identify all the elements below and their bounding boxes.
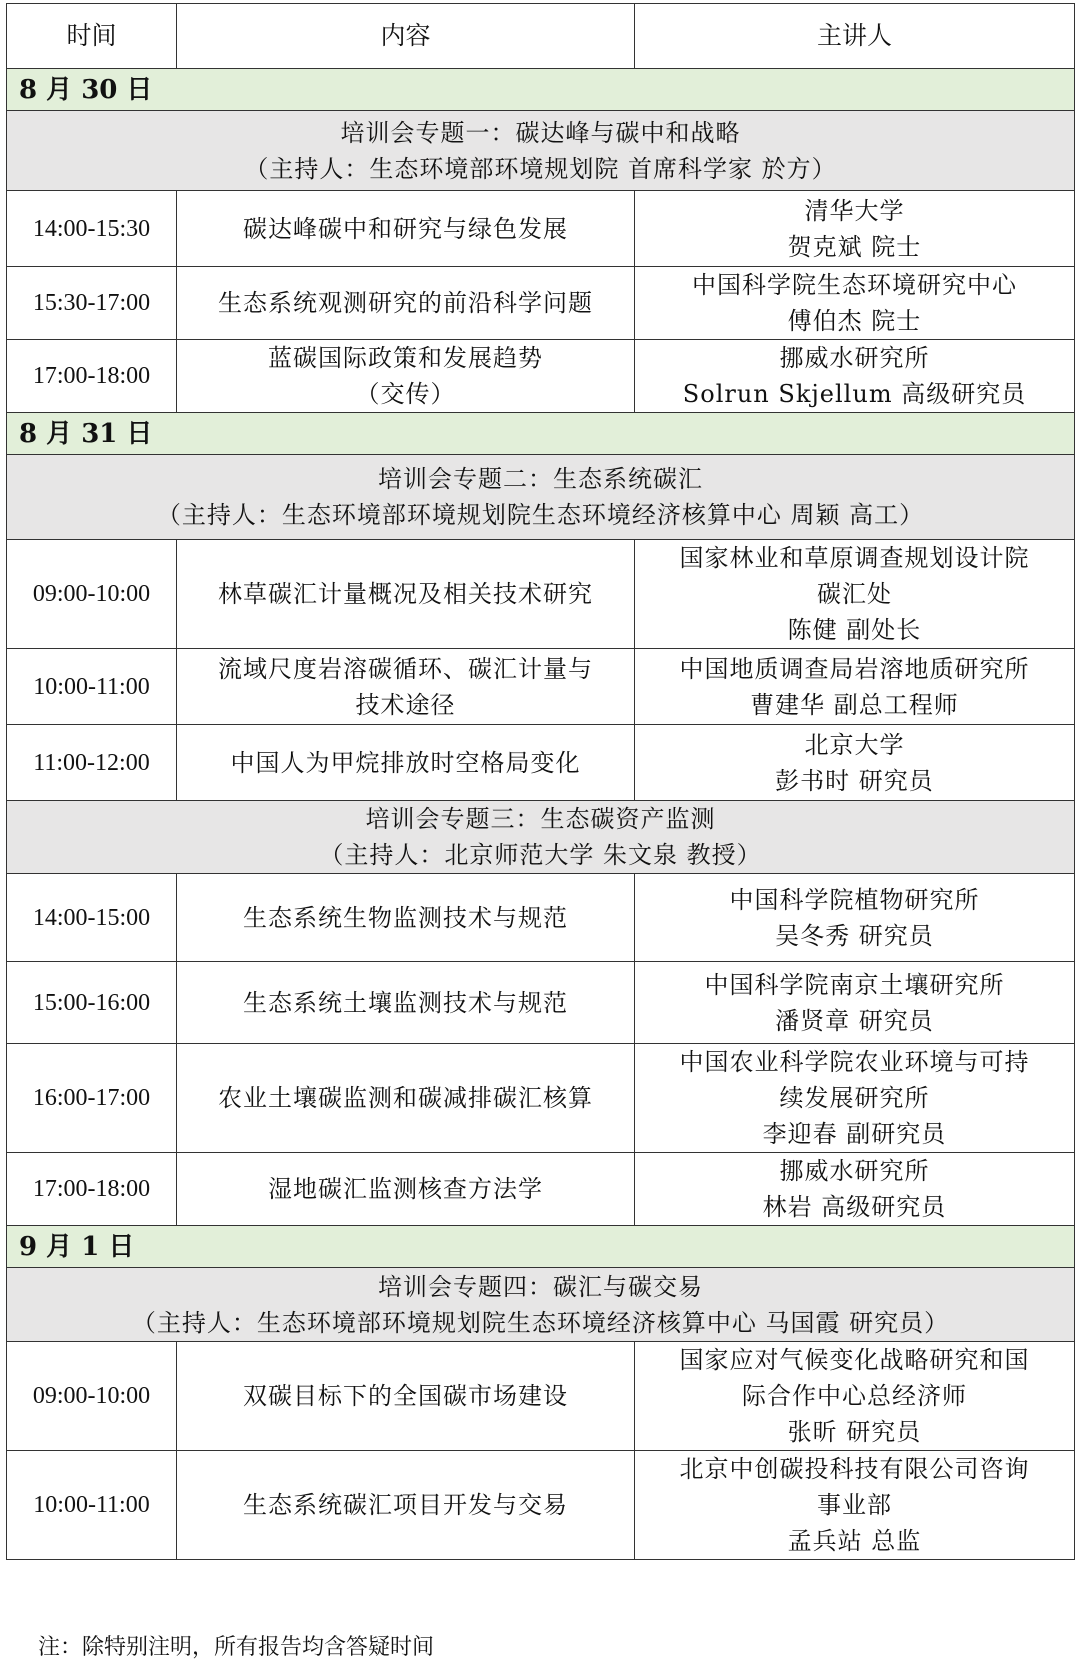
speaker-line: 国家应对气候变化战略研究和国: [679, 1346, 1030, 1374]
session-speaker: [635, 191, 1075, 267]
speaker-line: 中国农业科学院农业环境与可持: [679, 1048, 1030, 1076]
session-row: [7, 340, 1075, 413]
session-content: [177, 874, 635, 962]
session-time: 17:00-18:00: [7, 340, 177, 413]
session-row: [7, 962, 1075, 1044]
session-time: 10:00-11:00: [7, 649, 177, 725]
session-row: [7, 540, 1075, 649]
day-label: 8 月 31 日: [7, 413, 1075, 455]
content-line: 生态系统观测研究的前沿科学问题: [218, 289, 593, 317]
content-line: 农业土壤碳监测和碳减排碳汇核算: [218, 1084, 593, 1112]
speaker-line: 曹建华 副总工程师: [750, 690, 959, 719]
session-content: [177, 267, 635, 340]
speaker-line: 北京大学: [804, 730, 905, 759]
session-row: [7, 191, 1075, 267]
topic-row: [7, 111, 1075, 191]
content-line: 生态系统碳汇项目开发与交易: [243, 1491, 568, 1519]
day-label: 8 月 30 日: [7, 69, 1075, 111]
session-row: [7, 1153, 1075, 1226]
content-line: 湿地碳汇监测核查方法学: [268, 1175, 543, 1203]
schedule-table: [6, 3, 1075, 1560]
speaker-line: 续发展研究所: [779, 1084, 930, 1112]
session-content: [177, 1153, 635, 1226]
day-row: [7, 1226, 1075, 1268]
speaker-line: 孟兵站 总监: [787, 1527, 922, 1555]
header-time: 时间: [7, 4, 177, 69]
speaker-line: 事业部: [817, 1491, 892, 1519]
session-time: 14:00-15:30: [7, 191, 177, 267]
content-line: 流域尺度岩溶碳循环、碳汇计量与: [218, 654, 593, 683]
session-row: [7, 1451, 1075, 1560]
session-speaker: [635, 1044, 1075, 1153]
session-content: [177, 962, 635, 1044]
session-content: [177, 1451, 635, 1560]
topic-line: （主持人：生态环境部环境规划院 首席科学家 於方）: [244, 154, 837, 183]
speaker-line: 林岩 高级研究员: [762, 1193, 947, 1221]
session-speaker: [635, 1451, 1075, 1560]
session-speaker: [635, 962, 1075, 1044]
topic-line: 培训会专题一：碳达峰与碳中和战略: [340, 118, 741, 147]
session-speaker: [635, 340, 1075, 413]
speaker-line: 碳汇处: [817, 580, 892, 608]
session-row: [7, 1342, 1075, 1451]
session-time: 15:30-17:00: [7, 267, 177, 340]
content-line: 蓝碳国际政策和发展趋势: [268, 344, 543, 372]
header-content: 内容: [177, 4, 635, 69]
session-speaker: [635, 725, 1075, 801]
topic-cell: [7, 455, 1075, 540]
speaker-line: 际合作中心总经济师: [742, 1382, 967, 1410]
speaker-line: 吴冬秀 研究员: [775, 921, 934, 950]
session-time: 09:00-10:00: [7, 540, 177, 649]
speaker-line: 陈健 副处长: [787, 616, 922, 644]
speaker-line: 李迎春 副研究员: [762, 1120, 947, 1148]
content-line: 碳达峰碳中和研究与绿色发展: [243, 214, 568, 243]
speaker-line: 张昕 研究员: [787, 1418, 922, 1446]
header-row: [7, 4, 1075, 69]
speaker-line: 挪威水研究所: [779, 344, 930, 372]
speaker-line: 傅伯杰 院士: [787, 307, 922, 335]
speaker-line: 潘贤章 研究员: [775, 1006, 934, 1035]
topic-row: [7, 801, 1075, 874]
content-line: 技术途径: [355, 690, 456, 719]
topic-line: （主持人：北京师范大学 朱文泉 教授）: [319, 841, 762, 869]
session-speaker: [635, 874, 1075, 962]
day-row: [7, 69, 1075, 111]
content-line: （交传）: [355, 380, 456, 408]
topic-line: 培训会专题二：生态系统碳汇: [378, 465, 703, 493]
session-time: 17:00-18:00: [7, 1153, 177, 1226]
session-content: [177, 540, 635, 649]
topic-cell: [7, 1268, 1075, 1342]
session-speaker: [635, 267, 1075, 340]
session-content: [177, 1044, 635, 1153]
session-time: 15:00-16:00: [7, 962, 177, 1044]
session-content: [177, 1342, 635, 1451]
speaker-line: 中国科学院生态环境研究中心: [692, 271, 1017, 299]
session-speaker: [635, 1153, 1075, 1226]
session-content: [177, 725, 635, 801]
topic-line: （主持人：生态环境部环境规划院生态环境经济核算中心 马国霞 研究员）: [131, 1308, 950, 1337]
session-row: [7, 874, 1075, 962]
topic-line: 培训会专题四：碳汇与碳交易: [378, 1272, 703, 1301]
session-speaker: [635, 540, 1075, 649]
session-row: [7, 649, 1075, 725]
speaker-line: 彭书时 研究员: [775, 766, 934, 795]
speaker-line: 挪威水研究所: [779, 1157, 930, 1185]
session-time: 11:00-12:00: [7, 725, 177, 801]
session-time: 16:00-17:00: [7, 1044, 177, 1153]
session-time: 10:00-11:00: [7, 1451, 177, 1560]
header-speaker: 主讲人: [635, 4, 1075, 69]
session-content: [177, 649, 635, 725]
content-line: 生态系统生物监测技术与规范: [243, 903, 568, 932]
topic-row: [7, 455, 1075, 540]
topic-cell: [7, 111, 1075, 191]
day-row: [7, 413, 1075, 455]
session-time: 09:00-10:00: [7, 1342, 177, 1451]
session-content: [177, 191, 635, 267]
topic-line: （主持人：生态环境部环境规划院生态环境经济核算中心 周颖 高工）: [156, 501, 925, 529]
session-row: [7, 725, 1075, 801]
speaker-line: 北京中创碳投科技有限公司咨询: [679, 1455, 1030, 1483]
speaker-line: 国家林业和草原调查规划设计院: [679, 544, 1030, 572]
content-line: 林草碳汇计量概况及相关技术研究: [218, 580, 593, 608]
speaker-line: 中国地质调查局岩溶地质研究所: [679, 654, 1030, 683]
session-row: [7, 1044, 1075, 1153]
speaker-line: Solrun Skjellum 高级研究员: [682, 380, 1027, 408]
footnote: 注：除特别注明，所有报告均含答疑时间: [38, 1635, 435, 1660]
day-label: 9 月 1 日: [7, 1226, 1075, 1268]
session-row: [7, 267, 1075, 340]
content-line: 中国人为甲烷排放时空格局变化: [230, 748, 581, 777]
content-line: 生态系统土壤监测技术与规范: [243, 988, 568, 1017]
speaker-line: 清华大学: [804, 196, 905, 225]
topic-cell: [7, 801, 1075, 874]
content-line: 双碳目标下的全国碳市场建设: [243, 1382, 568, 1410]
speaker-line: 中国科学院南京土壤研究所: [704, 970, 1005, 999]
topic-line: 培训会专题三：生态碳资产监测: [365, 805, 716, 833]
session-speaker: [635, 649, 1075, 725]
session-content: [177, 340, 635, 413]
session-time: 14:00-15:00: [7, 874, 177, 962]
session-speaker: [635, 1342, 1075, 1451]
speaker-line: 贺克斌 院士: [787, 232, 922, 261]
speaker-line: 中国科学院植物研究所: [729, 885, 980, 914]
topic-row: [7, 1268, 1075, 1342]
